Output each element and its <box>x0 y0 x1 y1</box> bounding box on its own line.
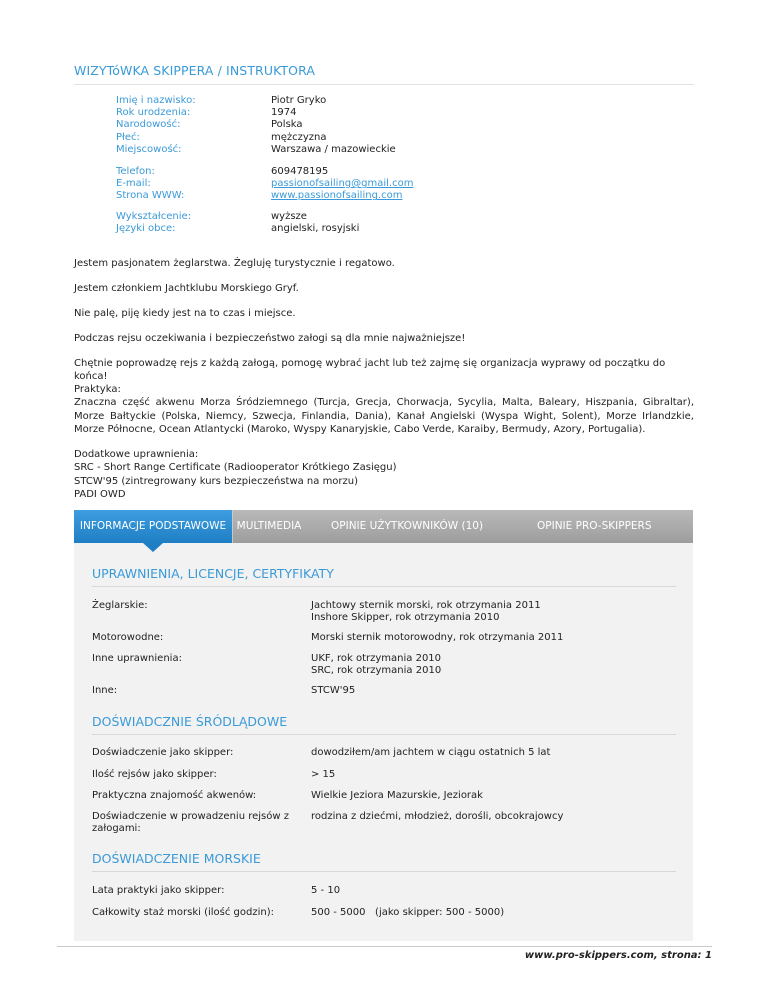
website-link[interactable]: www.passionofsailing.com <box>271 190 403 202</box>
row-value: 5 - 10 <box>311 885 341 896</box>
page-title: WIZYTóWKA SKIPPERA / INSTRUKTORA <box>74 63 694 85</box>
row-value: STCW'95 <box>311 685 356 696</box>
row-label: Praktyczna znajomość akwenów: <box>92 790 257 801</box>
tab-multimedia[interactable]: MULTIMEDIA <box>232 510 305 543</box>
field-label: Strona WWW: <box>116 190 185 202</box>
row-value: 500 - 5000 (jako skipper: 500 - 5000) <box>311 907 505 918</box>
practice-label: Praktyka: <box>74 384 121 395</box>
section-title-inland: DOŚWIADCZNIE ŚRÓDLĄDOWE <box>92 714 676 735</box>
phone-value: 609478195 <box>271 166 329 177</box>
field-label: Płeć: <box>116 131 140 143</box>
row-value <box>311 653 691 677</box>
bio-paragraph: Podczas rejsu oczekiwania i bezpieczeństwo załogi są dla mnie najważniejsze! <box>74 333 466 344</box>
field-label: Imię i nazwisko: <box>116 95 196 106</box>
extra-line: PADI OWD <box>74 489 126 501</box>
field-label: Wykształcenie: <box>116 211 192 222</box>
bio-paragraph: Jestem członkiem Jachtklubu Morskiego Gryf. <box>74 283 299 294</box>
row-label: Inne uprawnienia: <box>92 653 182 664</box>
bio-paragraph: Nie palę, piję kiedy jest na to czas i miejsce. <box>74 308 296 319</box>
practice-text: Znaczna część akwenu Morza Śródziemnego (Turcja, Grecja, Chorwacja, Sycylia, Malta, Baleary, Hiszpania, Gibraltar), Morze Bałtyckie (Polska, Niemcy, Szwecja, Finlandia, Dania), Kanał Angielski (Wyspa Wight, Solent), Morze Irlandzkie, Morze Północne, Ocean Atlantycki (Maroko, Wyspy Kanaryjskie, Cabo Verde, Karaiby, Bermudy, Azory, Portugalia). <box>74 397 694 436</box>
row-label-line: załogami: <box>92 823 141 835</box>
row-value: Wielkie Jeziora Mazurskie, Jeziorak <box>311 790 483 801</box>
tab-pro-skippers-reviews[interactable]: OPINIE PRO-SKIPPERS <box>537 520 652 532</box>
field-value: mężczyzna <box>271 131 327 143</box>
field-value: Polska <box>271 119 303 131</box>
bio-paragraph: Jestem pasjonatem żeglarstwa. Żegluję turystycznie i regatowo. <box>74 258 395 269</box>
practice-block <box>74 383 694 437</box>
section-title-sea: DOŚWIADCZENIE MORSKIE <box>92 851 676 872</box>
extra-line: STCW'95 (zintregrowany kurs bezpieczeństwa na morzu) <box>74 475 359 487</box>
row-label: Lata praktyki jako skipper: <box>92 885 225 896</box>
row-label-line: Doświadczenie w prowadzeniu rejsów z <box>92 811 289 822</box>
row-value <box>311 600 691 624</box>
section-title-licenses: UPRAWNIENIA, LICENCJE, CERTYFIKATY <box>92 566 676 587</box>
tab-basic-info[interactable]: INFORMACJE PODSTAWOWE <box>74 510 232 543</box>
row-value: dowodziłem/am jachtem w ciągu ostatnich 5 lat <box>311 747 551 758</box>
row-label: Całkowity staż morski (ilość godzin): <box>92 907 275 918</box>
field-label: E-mail: <box>116 178 151 190</box>
extra-line: SRC - Short Range Certificate (Radiooperator Krótkiego Zasięgu) <box>74 462 397 474</box>
field-label: Języki obce: <box>116 223 176 235</box>
field-label: Rok urodzenia: <box>116 107 191 119</box>
row-label: Doświadczenie jako skipper: <box>92 747 234 758</box>
row-label: Motorowodne: <box>92 632 164 643</box>
row-value: > 15 <box>311 769 336 780</box>
field-value: angielski, rosyjski <box>271 223 360 235</box>
field-label: Narodowość: <box>116 119 181 131</box>
extra-label: Dodatkowe uprawnienia: <box>74 449 199 460</box>
field-value: wyższe <box>271 211 307 222</box>
footer-divider <box>57 946 712 947</box>
field-value: Piotr Gryko <box>271 95 327 106</box>
field-value: 1974 <box>271 107 297 119</box>
extra-licenses-block <box>74 448 694 502</box>
row-value-line: UKF, rok otrzymania 2010 <box>311 653 442 664</box>
email-link[interactable]: passionofsailing@gmail.com <box>271 178 414 190</box>
active-tab-caret-icon <box>143 543 163 552</box>
row-value: rodzina z dziećmi, młodzież, dorośli, obcokrajowcy <box>311 811 564 822</box>
bio-paragraph: Chętnie poprowadzę rejs z każdą załogą, pomogę wybrać jacht lub też zajmę się organizacja wyprawy od początku do końca! <box>74 358 666 383</box>
field-label: Telefon: <box>116 166 155 177</box>
row-value: Morski sternik motorowodny, rok otrzymania 2011 <box>311 632 564 643</box>
row-label: Inne: <box>92 685 118 696</box>
tab-bar <box>74 510 693 543</box>
row-value-line: Inshore Skipper, rok otrzymania 2010 <box>311 612 500 624</box>
footer-text: www.pro-skippers.com, strona: 1 <box>524 950 712 961</box>
row-value-line: Jachtowy sternik morski, rok otrzymania 2011 <box>311 600 541 611</box>
row-label: Żeglarskie: <box>92 600 148 611</box>
row-label: Ilość rejsów jako skipper: <box>92 769 217 780</box>
row-value-line: SRC, rok otrzymania 2010 <box>311 665 442 677</box>
field-label: Miejscowość: <box>116 143 182 155</box>
tab-user-reviews[interactable]: OPINIE UŻYTKOWNIKÓW (10) <box>331 520 484 532</box>
row-label <box>92 811 292 835</box>
field-value: Warszawa / mazowieckie <box>271 143 396 155</box>
